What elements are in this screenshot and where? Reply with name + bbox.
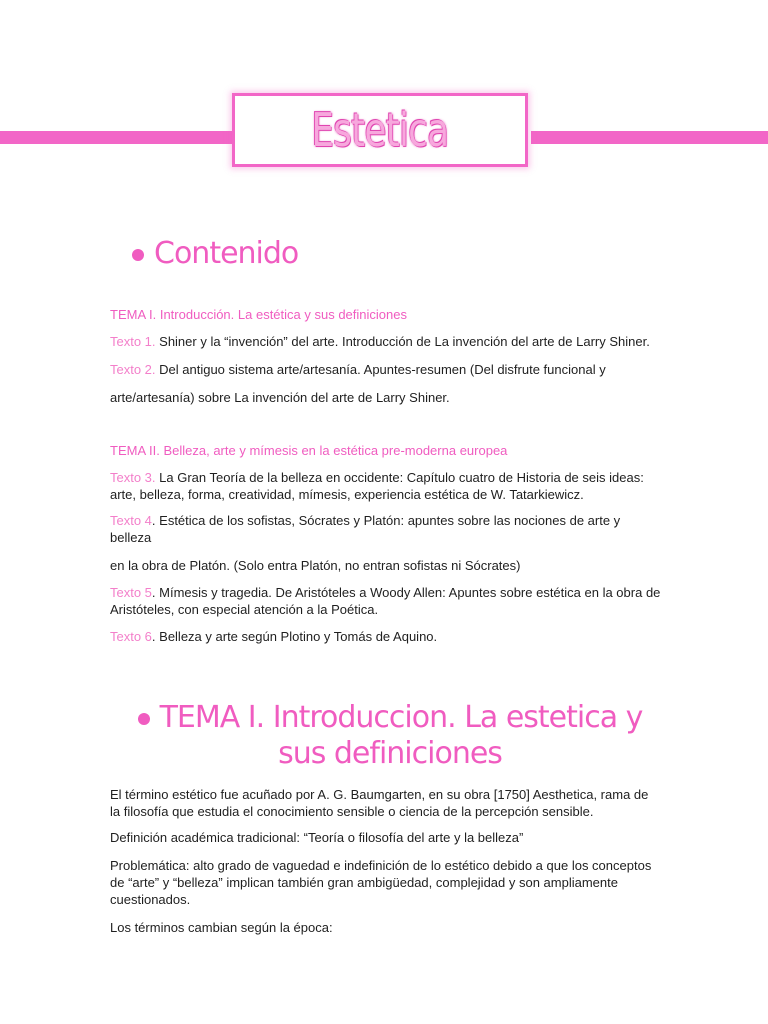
- paragraph: Problemática: alto grado de vaguedad e indefinición de lo estético debido a que los conceptos de “arte” y “belleza” implican también gran ambigüedad, complejidad y son ampliamente cuestionados.: [110, 858, 652, 907]
- section1-heading: [120, 700, 660, 772]
- list-item: Texto 4. Estética de los sofistas, Sócrates y Platón: apuntes sobre las nociones de arte y belleza: [110, 513, 621, 545]
- section1-body: [110, 786, 662, 936]
- list-item: Texto 1. Shiner y la “invención” del arte. Introducción de La invención del arte de Larry Shiner.: [110, 334, 650, 349]
- list-item: Texto 2. Del antiguo sistema arte/artesanía. Apuntes-resumen (Del disfrute funcional y: [110, 362, 606, 377]
- paragraph: El término estético fue acuñado por A. G. Baumgarten, en su obra [1750] Aesthetica, rama de la filosofía que estudia el conocimiento sensible o ciencia de la percepción sensible.: [110, 787, 649, 819]
- contents-tema1-block: [110, 306, 662, 406]
- list-item: arte/artesanía) sobre La invención del arte de Larry Shiner.: [110, 390, 450, 405]
- paragraph: Definición académica tradicional: “Teoría o filosofía del arte y la belleza”: [110, 830, 524, 845]
- header-band-right: [531, 131, 768, 144]
- header-band-left: [0, 131, 232, 144]
- section1-heading-text: TEMA I. Introduccion. La estetica y sus definiciones: [159, 700, 643, 771]
- list-item: Texto 5. Mímesis y tragedia. De Aristóteles a Woody Allen: Apuntes sobre estética en la obra de Aristóteles, con especial atención a la Poética.: [110, 585, 661, 617]
- tema2-title: TEMA II. Belleza, arte y mímesis en la estética pre-moderna europea: [110, 443, 508, 458]
- contents-heading: [132, 236, 298, 271]
- contents-tema2-block: [110, 442, 662, 645]
- title-box: [232, 93, 528, 167]
- bullet-icon: [132, 249, 144, 261]
- paragraph: Los términos cambian según la época:: [110, 920, 333, 935]
- contents-heading-text: Contenido: [154, 236, 299, 271]
- tema1-title: TEMA I. Introducción. La estética y sus definiciones: [110, 307, 407, 322]
- list-item: en la obra de Platón. (Solo entra Platón, no entran sofistas ni Sócrates): [110, 558, 521, 573]
- list-item: Texto 6. Belleza y arte según Plotino y Tomás de Aquino.: [110, 629, 438, 644]
- list-item: Texto 3. La Gran Teoría de la belleza en occidente: Capítulo cuatro de Historia de seis ideas: arte, belleza, forma, creatividad, mímesis, experiencia estética de W. Tatarkiewicz.: [110, 470, 644, 502]
- bullet-icon: [138, 713, 150, 725]
- document-title: Estetica: [311, 103, 449, 157]
